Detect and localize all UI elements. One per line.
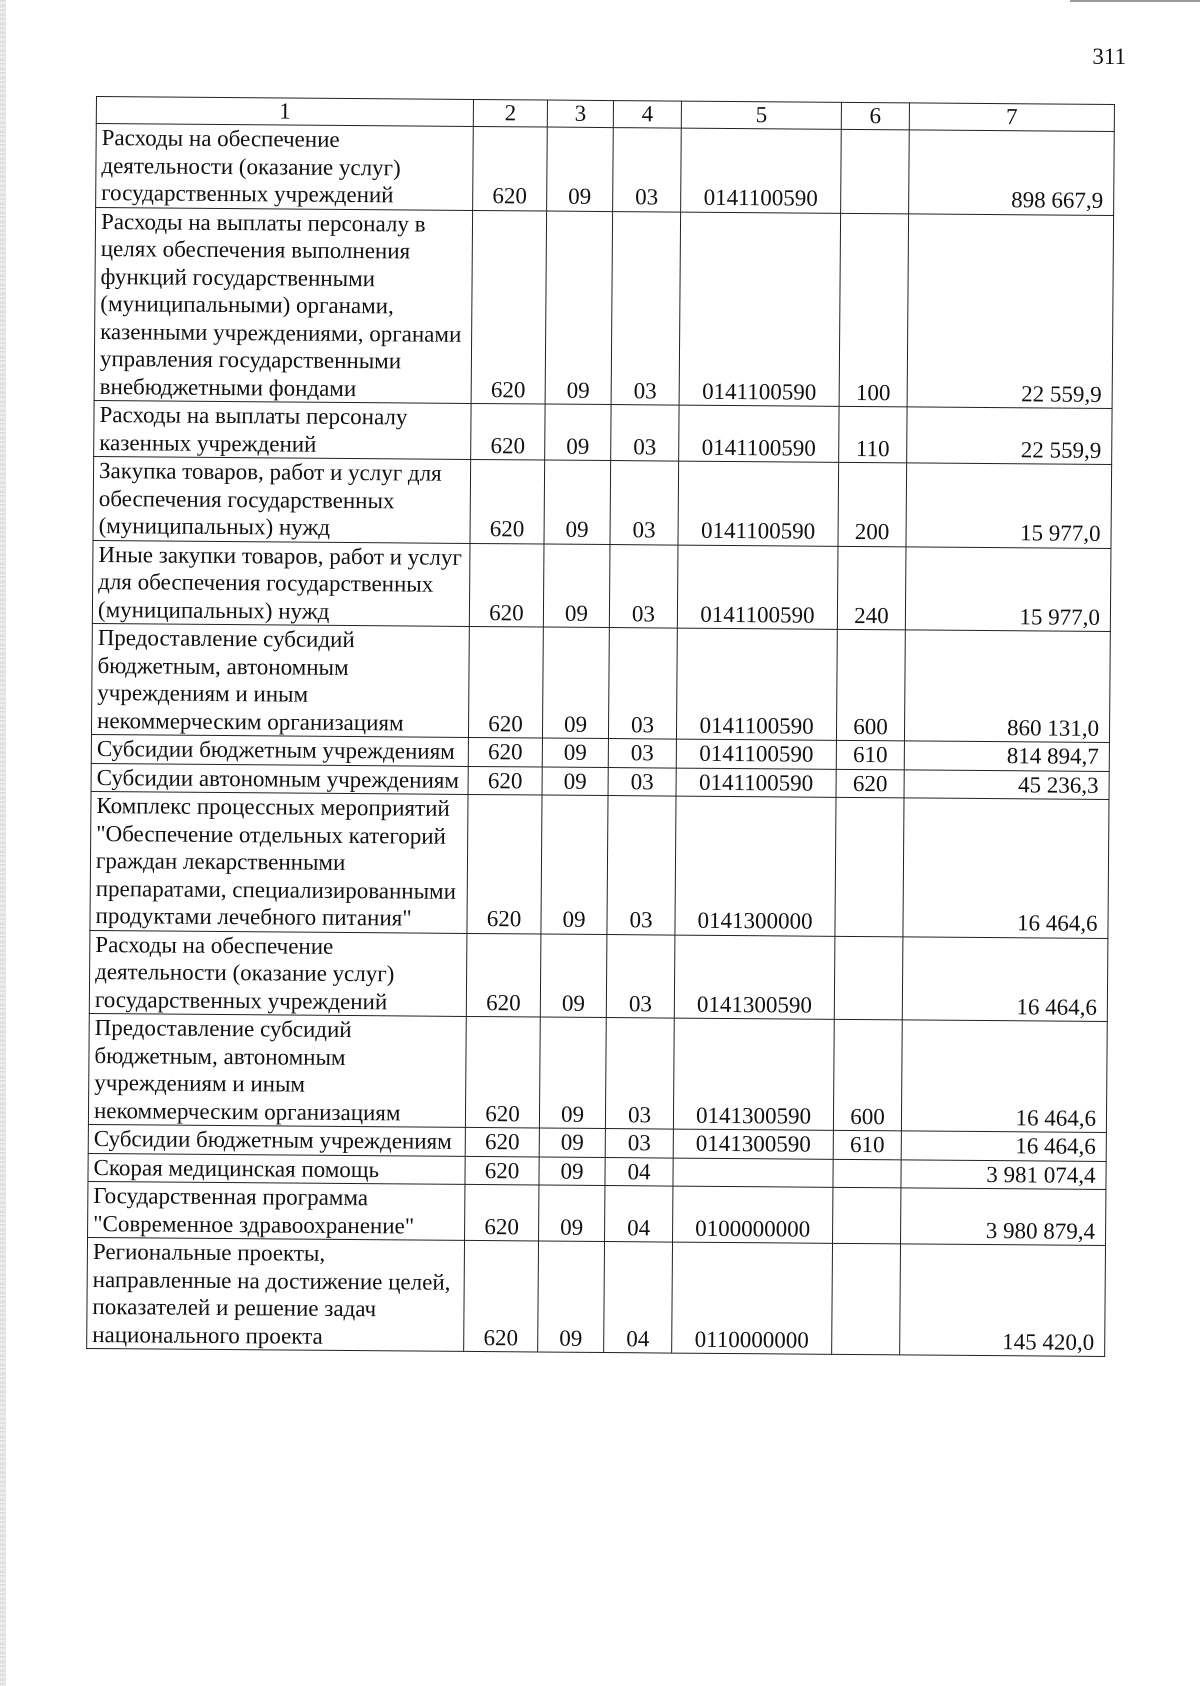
- amount-cell: 16 464,6: [901, 1131, 1106, 1161]
- subsection-cell: 03: [609, 544, 678, 628]
- expense-type-cell: 610: [833, 1130, 901, 1159]
- amount-cell: 22 559,9: [907, 213, 1114, 408]
- subsection-cell: 04: [605, 1186, 673, 1243]
- expense-type-cell: [833, 1187, 901, 1244]
- target-article-cell: 0141100590: [676, 768, 836, 798]
- table-row: [89, 930, 1108, 1021]
- header-cell-5: 5: [681, 101, 841, 129]
- target-article-cell: 0141100590: [681, 128, 842, 213]
- table-row: [90, 791, 1109, 937]
- budget-table: [86, 96, 1115, 1357]
- table-row: [92, 540, 1111, 631]
- header-cell-3: 3: [547, 100, 613, 128]
- section-cell: 09: [542, 627, 609, 739]
- subsection-cell: 03: [605, 1018, 674, 1130]
- header-cell-1: 1: [96, 97, 473, 127]
- table-row: [96, 124, 1115, 215]
- ministry-code-cell: 620: [468, 766, 542, 795]
- amount-cell: 3 980 879,4: [901, 1188, 1106, 1246]
- section-cell: 09: [542, 767, 608, 796]
- expense-type-cell: [834, 936, 903, 1020]
- row-name-cell: Расходы на выплаты персоналу в целях обеспечения выполнения функций государственными (муниципальными) органами, казенными учреждениями, органами управления государственными внебюджетными фондами: [94, 207, 473, 403]
- amount-cell: 16 464,6: [902, 936, 1108, 1021]
- expense-type-cell: 620: [836, 769, 904, 798]
- target-article-cell: 0141100590: [676, 739, 836, 769]
- header-cell-4: 4: [613, 101, 681, 129]
- section-cell: 09: [547, 127, 614, 211]
- subsection-cell: 04: [605, 1157, 673, 1186]
- table-row: [94, 400, 1112, 464]
- ministry-code-cell: 620: [465, 1184, 539, 1241]
- target-article-cell: 0141300000: [675, 796, 836, 936]
- ministry-code-cell: 620: [464, 1240, 539, 1352]
- ministry-code-cell: 620: [468, 737, 542, 766]
- ministry-code-cell: 620: [465, 1156, 539, 1185]
- expense-type-cell: [833, 1159, 901, 1188]
- target-article-cell: 0141100590: [679, 405, 839, 462]
- subsection-cell: 03: [611, 211, 681, 405]
- subsection-cell: 04: [604, 1242, 673, 1354]
- subsection-cell: 03: [606, 934, 675, 1018]
- table-row: [93, 456, 1112, 547]
- ministry-code-cell: 620: [467, 794, 542, 933]
- ministry-code-cell: 620: [468, 626, 543, 738]
- amount-cell: 45 236,3: [904, 769, 1109, 799]
- ministry-code-cell: 620: [471, 403, 545, 460]
- ministry-code-cell: 620: [471, 210, 547, 404]
- amount-cell: 145 420,0: [900, 1244, 1106, 1357]
- scan-edge: [0, 0, 6, 1686]
- target-article-cell: [673, 1158, 833, 1188]
- target-article-cell: 0141300590: [674, 935, 835, 1020]
- section-cell: 09: [539, 1185, 605, 1242]
- subsection-cell: 03: [608, 739, 676, 768]
- section-cell: 09: [538, 1241, 605, 1353]
- target-article-cell: 0141300590: [673, 1018, 834, 1130]
- ministry-code-cell: 620: [465, 1127, 539, 1156]
- table-row: [88, 1013, 1107, 1132]
- ministry-code-cell: 620: [469, 543, 544, 627]
- amount-cell: 860 131,0: [904, 630, 1110, 743]
- table-row: [91, 623, 1110, 742]
- row-name-cell: Иные закупки товаров, работ и услуг для обеспечения государственных (муниципальных) нужд: [92, 540, 470, 626]
- amount-cell: 814 894,7: [904, 741, 1109, 771]
- row-name-cell: Государственная программа "Современное здравоохранение": [88, 1181, 465, 1240]
- amount-cell: 3 981 074,4: [901, 1159, 1106, 1189]
- amount-cell: 16 464,6: [901, 1020, 1107, 1133]
- ministry-code-cell: 620: [470, 459, 545, 543]
- section-cell: 09: [540, 934, 607, 1018]
- table-row: [87, 1237, 1106, 1356]
- ministry-code-cell: 620: [465, 1016, 540, 1128]
- amount-cell: 16 464,6: [903, 798, 1109, 938]
- row-name-cell: Расходы на обеспечение деятельности (оказание услуг) государственных учреждений: [96, 124, 474, 210]
- row-name-cell: Расходы на обеспечение деятельности (оказание услуг) государственных учреждений: [89, 930, 467, 1016]
- expense-type-cell: 110: [839, 406, 907, 463]
- section-cell: 09: [545, 211, 613, 405]
- amount-cell: 15 977,0: [906, 463, 1112, 548]
- header-cell-6: 6: [841, 102, 909, 130]
- subsection-cell: 03: [608, 767, 676, 796]
- header-cell-7: 7: [909, 103, 1114, 132]
- section-cell: 09: [541, 795, 608, 934]
- expense-type-cell: [841, 129, 910, 213]
- row-name-cell: Расходы на выплаты персоналу казенных учреждений: [94, 400, 471, 459]
- table-row: [88, 1181, 1106, 1245]
- subsection-cell: 03: [610, 461, 679, 545]
- expense-type-cell: 600: [836, 629, 905, 741]
- subsection-cell: 03: [605, 1129, 673, 1158]
- target-article-cell: 0100000000: [673, 1186, 833, 1243]
- subsection-cell: 03: [608, 628, 677, 740]
- expense-type-cell: 240: [837, 546, 906, 630]
- target-article-cell: 0141100590: [678, 461, 839, 546]
- subsection-cell: 03: [607, 796, 676, 935]
- header-cell-2: 2: [473, 99, 547, 127]
- section-cell: 09: [539, 1017, 606, 1129]
- expense-type-cell: [832, 1243, 901, 1355]
- row-name-cell: Предоставление субсидий бюджетным, автономным учреждениям и иным некоммерческим организациям: [88, 1013, 466, 1127]
- subsection-cell: 03: [613, 128, 682, 212]
- target-article-cell: 0141100590: [677, 545, 838, 630]
- row-name-cell: Скорая медицинская помощь: [88, 1153, 465, 1184]
- section-cell: 09: [545, 404, 611, 461]
- expense-type-cell: 200: [838, 462, 907, 546]
- subsection-cell: 03: [611, 405, 679, 462]
- expense-type-cell: [835, 797, 904, 936]
- table-row: [94, 207, 1113, 408]
- section-cell: 09: [539, 1157, 605, 1186]
- target-article-cell: 0110000000: [672, 1242, 833, 1354]
- section-cell: 09: [543, 544, 610, 628]
- amount-cell: 22 559,9: [907, 407, 1112, 465]
- row-name-cell: Предоставление субсидий бюджетным, автономным учреждениям и иным некоммерческим организациям: [91, 623, 469, 737]
- row-name-cell: Региональные проекты, направленные на достижение целей, показателей и решение задач национального проекта: [87, 1237, 465, 1351]
- expense-type-cell: 100: [839, 213, 909, 407]
- scan-edge-top: [1070, 0, 1200, 2]
- target-article-cell: 0141100590: [676, 628, 837, 740]
- row-name-cell: Закупка товаров, работ и услуг для обеспечения государственных (муниципальных) нужд: [93, 456, 471, 542]
- ministry-code-cell: 620: [466, 933, 541, 1017]
- row-name-cell: Комплекс процессных мероприятий "Обеспечение отдельных категорий граждан лекарственными препаратами, специализированными продуктами лечебного питания": [90, 791, 468, 932]
- section-cell: 09: [539, 1128, 605, 1157]
- row-name-cell: Субсидии бюджетным учреждениям: [91, 734, 468, 765]
- row-name-cell: Субсидии бюджетным учреждениям: [88, 1124, 465, 1155]
- section-cell: 09: [544, 460, 611, 544]
- row-name-cell: Субсидии автономным учреждениям: [91, 763, 468, 794]
- target-article-cell: 0141100590: [679, 212, 841, 407]
- expense-type-cell: 600: [833, 1019, 902, 1131]
- page-number: 311: [1092, 44, 1126, 69]
- expense-type-cell: 610: [836, 740, 904, 769]
- amount-cell: 898 667,9: [909, 130, 1115, 215]
- amount-cell: 15 977,0: [905, 546, 1111, 631]
- section-cell: 09: [542, 738, 608, 767]
- ministry-code-cell: 620: [473, 126, 548, 210]
- target-article-cell: 0141300590: [673, 1129, 833, 1159]
